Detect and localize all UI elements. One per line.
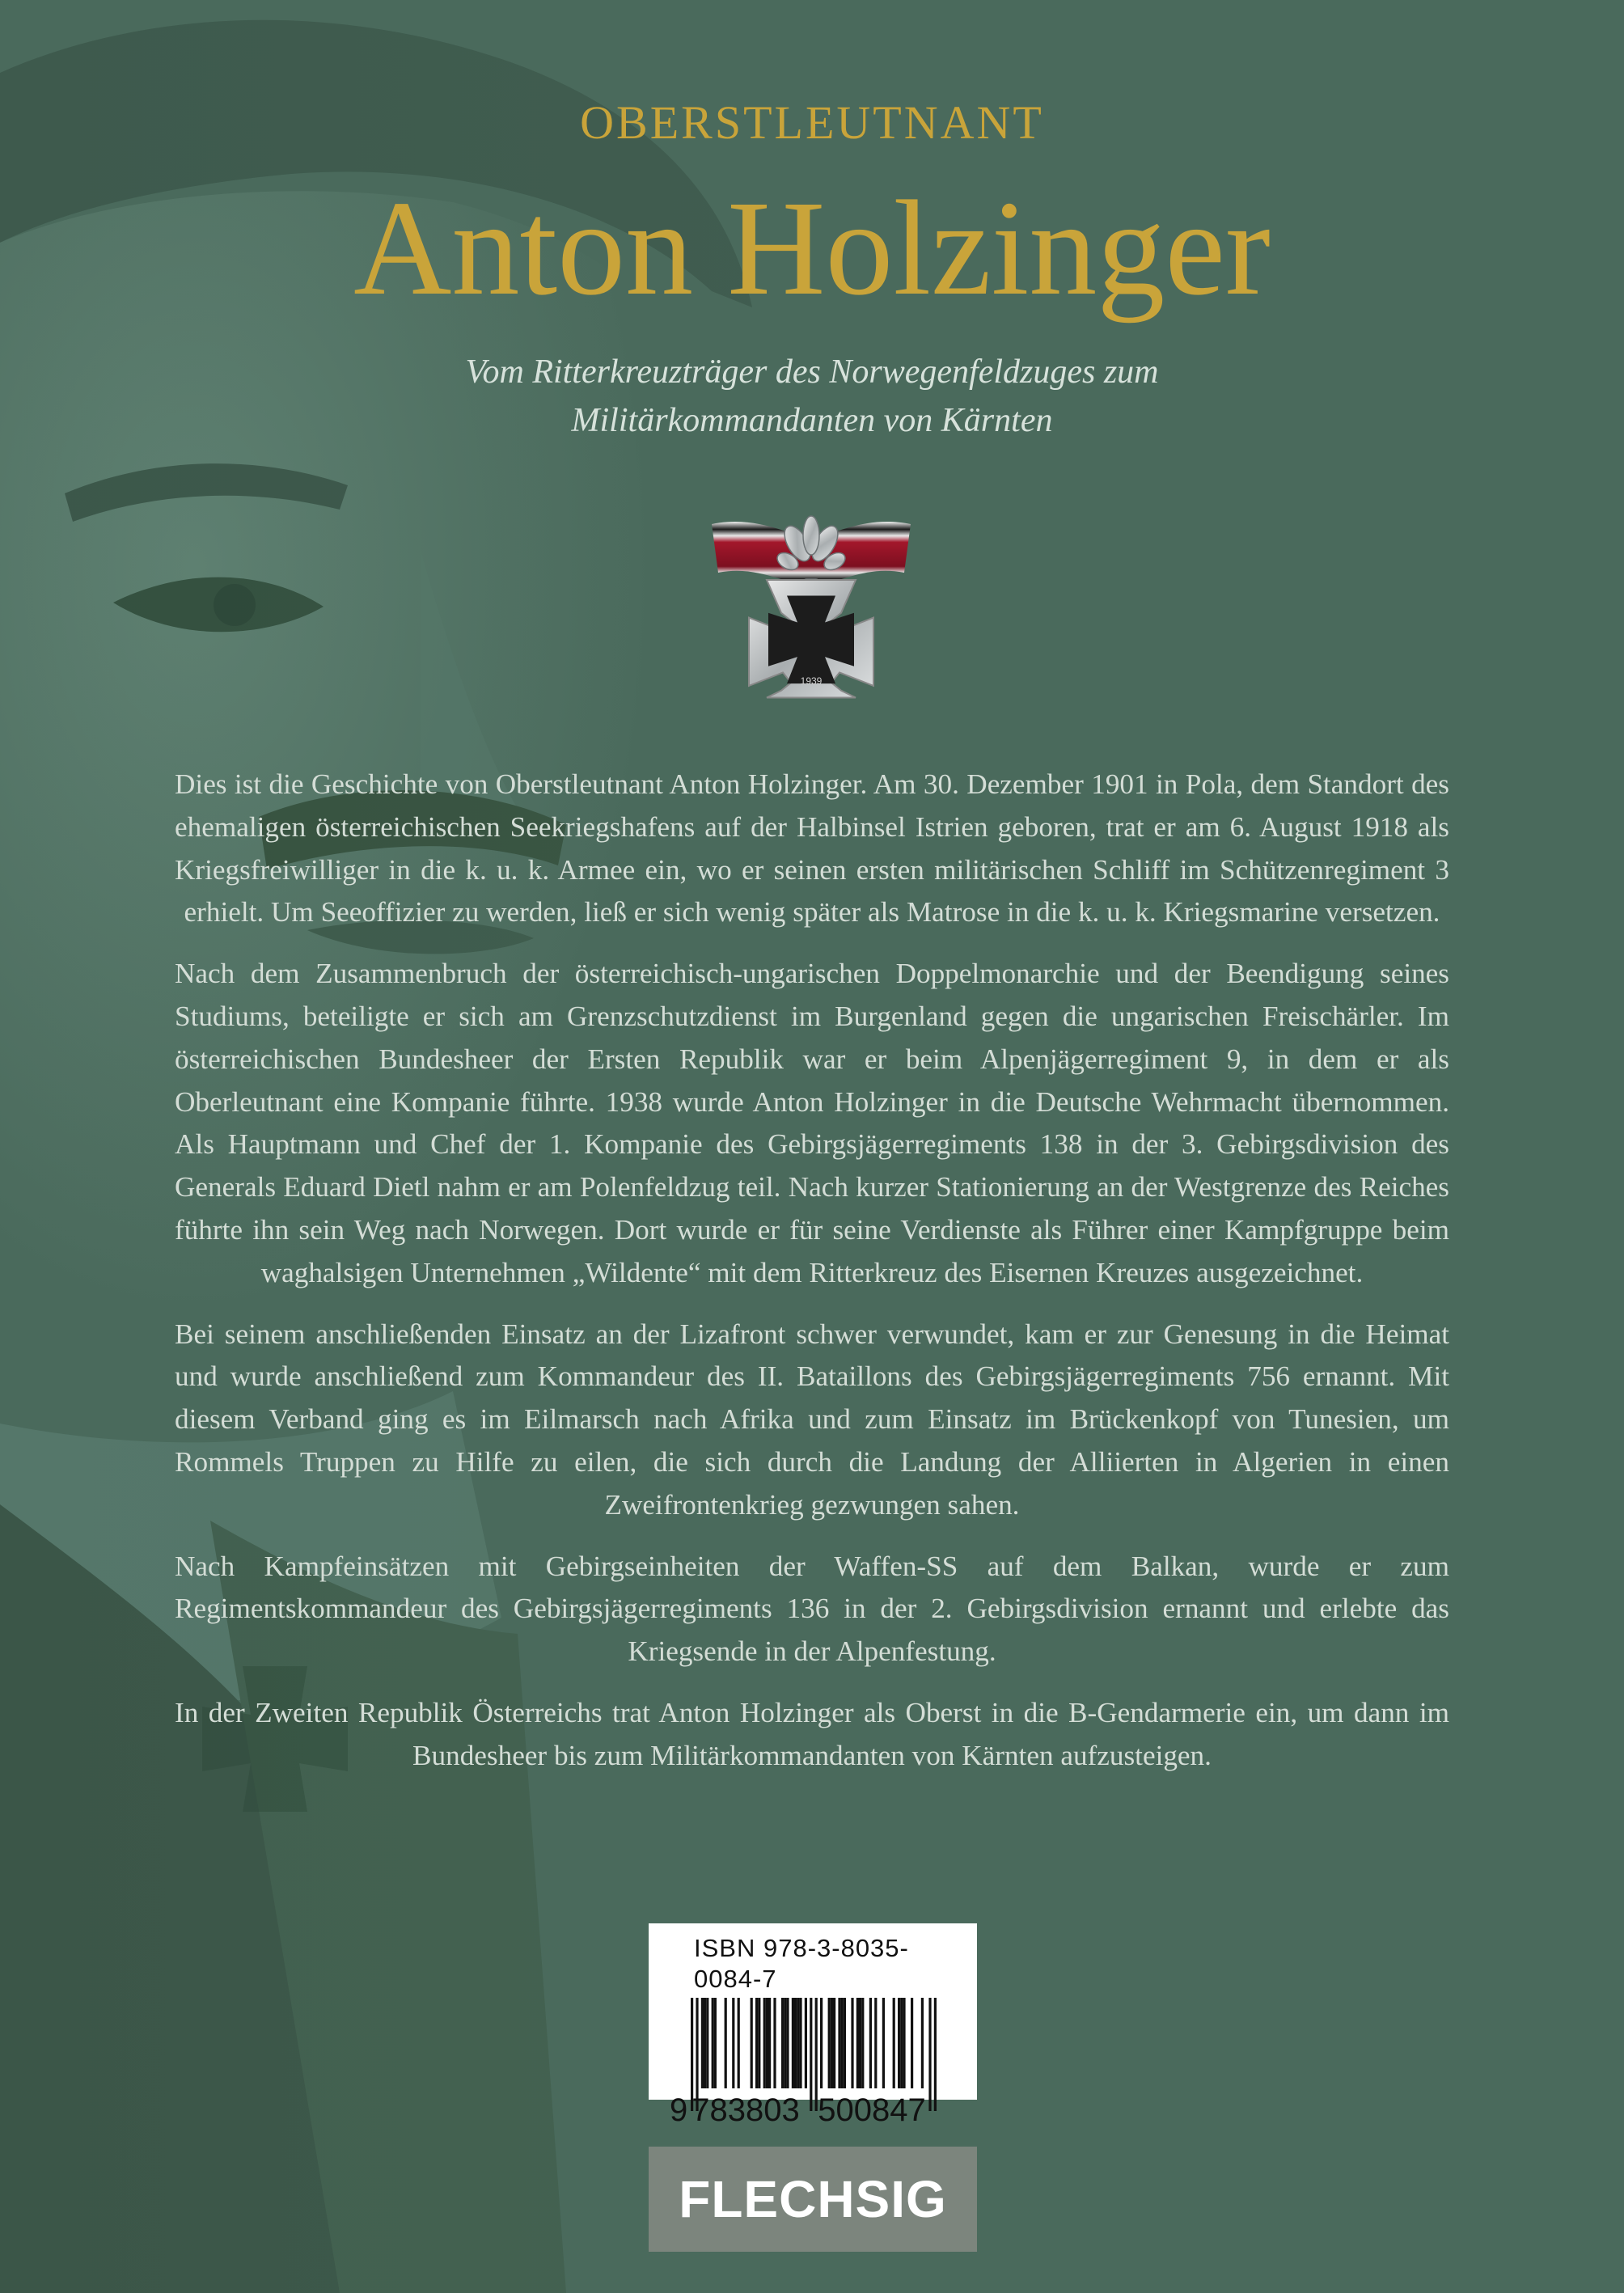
medal-year: 1939	[800, 675, 823, 687]
barcode-bar	[755, 1998, 758, 2088]
barcode-bar	[794, 1998, 797, 2088]
barcode-bar	[820, 1998, 823, 2088]
barcode-bar	[874, 1998, 877, 2088]
knights-cross-with-oak-leaves-icon	[710, 508, 912, 710]
barcode-bar	[934, 1998, 937, 2111]
barcode-bar	[758, 1998, 760, 2088]
description-paragraph: Dies ist die Geschichte von Oberstleutnant Anton Holzinger. Am 30. Dezember 1901 in Pola, dem Standort des ehemaligen österreichischen Seekriegshafens auf der Halbinsel Istrien geboren, trat er am 6. August 1918 als Kriegsfreiwilliger in die k. u. k. Armee ein, wo er seinen ersten militärischen Schliff im Schützenregiment 3 erhielt. Um Seeoffizier zu werden, ließ er sich wenig später als Matrose in die k. u. k. Kriegsmarine versetzen.	[175, 768, 1449, 929]
barcode-bar	[851, 1998, 853, 2088]
barcode-bar	[898, 1998, 900, 2088]
barcode-bar	[763, 1998, 766, 2088]
description-paragraph: Nach dem Zusammenbruch der österreichisch-ungarischen Doppelmonarchie und der Beendigung seines Studiums, beteiligte er sich am Grenzschutzdienst im Burgenland gegen die ungarischen Freischärler. Im österreichischen Bundesheer der Ersten Republik war er beim Alpenjägerregiment 9, in dem er als Oberleutnant eine Kompanie führte. 1938 wurde Anton Holzinger in die Deutsche Wehrmacht übernommen. Als Hauptmann und Chef der 1. Kompanie des Gebirgsjägerregiments 138 in der 3. Gebirgsdivision des Generals Eduard Dietl nahm er am Polenfeldzug teil. Nach kurzer Stationierung an der Westgrenze des Reiches führte ihn sein Weg nach Norwegen. Dort wurde er für seine Verdienste als Führer einer Kampfgruppe beim waghalsigen Unternehmen „Wildente“ mit dem Ritterkreuz des Eisernen Kreuzes ausgezeichnet.	[175, 958, 1449, 1288]
barcode-bar	[706, 1998, 708, 2088]
barcode-bar	[810, 1998, 812, 2111]
barcode-bar	[859, 1998, 861, 2088]
barcode-bar	[732, 1998, 734, 2088]
description-paragraph: Bei seinem anschließenden Einsatz an der Lizafront schwer verwundet, kam er zur Genesung in die Heimat und wurde anschließend zum Kommandeur des II. Bataillons des Gebirgsjägerregiments 756 ernannt. Mit diesem Verband ging es im Eilmarsch nach Afrika und zum Einsatz im Brückenkopf von Tunesien, um Rommels Truppen zu Hilfe zu eilen, die sich durch die Landung der Alliierten in Algerien in einen Zweifrontenkrieg gezwungen sahen.	[175, 1318, 1449, 1521]
barcode-digits-left: 783803	[691, 2092, 800, 2127]
description-paragraph: In der Zweiten Republik Österreichs trat Anton Holzinger als Oberst in die B-Gendarmerie ein, um dann im Bundesheer bis zum Militärkommandanten von Kärnten aufzusteigen.	[175, 1696, 1449, 1771]
barcode-bar	[838, 1998, 840, 2088]
barcode-bar	[805, 1998, 807, 2088]
barcode-bars	[662, 1998, 964, 2127]
publisher-logo: FLECHSIG	[649, 2147, 977, 2252]
isbn-label: ISBN 978-3-8035-0084-7	[694, 1934, 909, 1993]
subtitle-line: Vom Ritterkreuzträger des Norwegenfeldzuges zum	[465, 353, 1159, 391]
barcode-bar	[928, 1998, 931, 2111]
description-paragraph: Nach Kampfeinsätzen mit Gebirgseinheiten der Waffen-SS auf dem Balkan, wurde er zum Regimentskommandeur des Gebirgsjägerregiments 136 in der 2. Gebirgsdivision ernannt und erlebte das Kriegsende in der Alpenfestung.	[175, 1550, 1449, 1668]
barcode-bar	[893, 1998, 895, 2088]
barcode-bar	[738, 1998, 740, 2088]
barcode-bar	[712, 1998, 714, 2088]
barcode-bar	[856, 1998, 859, 2088]
barcode-bar	[786, 1998, 789, 2088]
barcode-bar	[833, 1998, 835, 2088]
barcode-bar	[773, 1998, 776, 2088]
barcode-bar	[861, 1998, 864, 2088]
subtitle-line: Militärkommandanten von Kärnten	[571, 402, 1053, 439]
barcode-bar	[704, 1998, 706, 2088]
subtitle	[0, 348, 1624, 445]
barcode-bar	[797, 1998, 799, 2088]
barcode-bar	[768, 1998, 771, 2088]
barcode-bar	[921, 1998, 924, 2088]
person-name-title: Anton Holzinger	[353, 173, 1271, 324]
rank-title: OBERSTLEUTNANT	[580, 96, 1044, 149]
barcode-bar	[903, 1998, 905, 2088]
barcode-bar	[841, 1998, 844, 2088]
barcode-digits-right: 500847	[818, 2092, 926, 2127]
barcode-bar	[882, 1998, 885, 2088]
barcode-bar	[701, 1998, 704, 2088]
barcode-bar	[828, 1998, 831, 2088]
barcode-bar	[784, 1998, 786, 2088]
barcode-bar	[900, 1998, 903, 2088]
barcode-bar	[911, 1998, 913, 2088]
barcode-bar	[831, 1998, 833, 2088]
barcode-bar	[869, 1998, 872, 2088]
barcode-bar	[751, 1998, 753, 2088]
barcode-bar	[792, 1998, 794, 2088]
description-text	[175, 764, 1449, 1796]
barcode-digit-prefix: 9	[670, 2092, 688, 2127]
isbn-barcode	[649, 1923, 977, 2127]
barcode-bar	[714, 1998, 717, 2088]
barcode-bar	[766, 1998, 768, 2088]
barcode-bar	[844, 1998, 846, 2088]
barcode-bar	[781, 1998, 784, 2088]
barcode-bar	[799, 1998, 801, 2088]
barcode-bar	[725, 1998, 727, 2088]
